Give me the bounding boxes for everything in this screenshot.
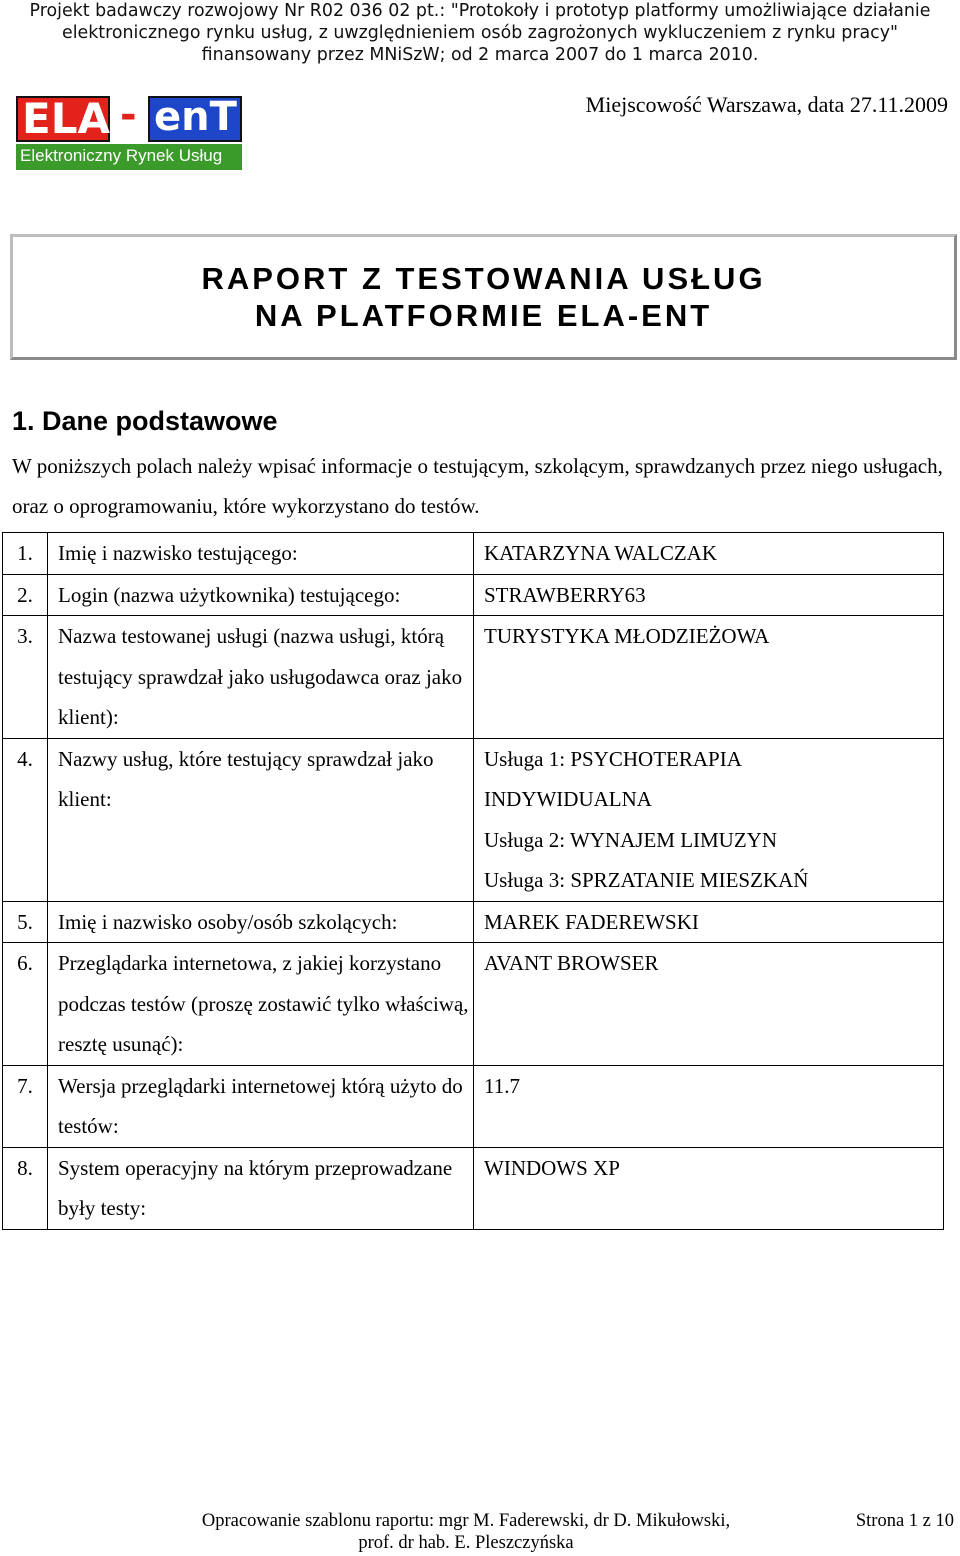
place-date: Miejscowość Warszawa, data 27.11.2009	[585, 92, 948, 117]
row-number: 2.	[3, 574, 48, 616]
project-header-line2: elektronicznego rynku usług, z uwzględnieniem osób zagrożonych wykluczeniem z rynku pracy"	[62, 23, 898, 43]
row-number: 4.	[3, 738, 48, 901]
row-label: Przeglądarka internetowa, z jakiej korzystano podczas testów (proszę zostawić tylko właściwą, resztę usunąć):	[48, 943, 474, 1066]
footer-credit	[186, 1510, 746, 1554]
row-label: Imię i nazwisko testującego:	[48, 533, 474, 575]
ela-ent-logo	[16, 92, 242, 172]
row-value	[474, 738, 944, 901]
logo-ent-text: enT	[154, 94, 237, 140]
row-value-line: AVANT BROWSER	[484, 951, 659, 975]
row-value-line: 11.7	[484, 1073, 520, 1098]
row-number: 5.	[3, 901, 48, 943]
row-value	[474, 943, 944, 1066]
report-title-box	[10, 234, 957, 360]
table-row	[3, 616, 944, 739]
table-row	[3, 738, 944, 901]
footer-credit-line2: prof. dr hab. E. Pleszczyńska	[358, 1533, 574, 1553]
logo-ent-block	[148, 96, 242, 142]
row-value	[474, 574, 944, 616]
row-value-line: Usługa 1: PSYCHOTERAPIA	[484, 746, 742, 771]
row-value	[474, 616, 944, 739]
report-title-line2: NA PLATFORMIE ELA-ENT	[254, 298, 713, 333]
table-row	[3, 1065, 944, 1147]
row-number: 8.	[3, 1147, 48, 1229]
footer-credit-line1: Opracowanie szablonu raportu: mgr M. Faderewski, dr D. Mikułowski,	[201, 1511, 731, 1531]
row-value-line: STRAWBERRY63	[484, 582, 646, 607]
row-value-line: INDYWIDUALNA	[484, 787, 652, 811]
row-number: 7.	[3, 1065, 48, 1147]
project-header-line1: Projekt badawczy rozwojowy Nr R02 036 02 pt.: "Protokoły i prototyp platformy umożliwiające działanie	[29, 1, 931, 21]
project-header	[0, 0, 960, 66]
row-value-line: KATARZYNA WALCZAK	[484, 541, 718, 565]
table-row	[3, 574, 944, 616]
report-title-line1: RAPORT Z TESTOWANIA USŁUG	[201, 261, 766, 296]
row-number: 3.	[3, 616, 48, 739]
row-label: System operacyjny na którym przeprowadzane były testy:	[48, 1147, 474, 1229]
row-value	[474, 1147, 944, 1229]
row-value-line: TURYSTYKA MŁODZIEŻOWA	[484, 624, 770, 648]
table-row	[3, 901, 944, 943]
logo-tagline: Elektroniczny Rynek Usług	[20, 146, 223, 165]
row-value	[474, 533, 944, 575]
project-header-line3: finansowany przez MNiSzW; od 2 marca 2007 do 1 marca 2010.	[201, 45, 759, 65]
logo-dash: -	[120, 92, 137, 138]
row-value-line: Usługa 3: SPRZATANIE MIESZKAŃ	[484, 868, 809, 892]
row-value	[474, 1065, 944, 1147]
basic-data-table	[2, 532, 944, 1230]
row-value-line: WINDOWS XP	[484, 1155, 620, 1180]
logo-tagline-bar	[16, 144, 242, 170]
table-row	[3, 533, 944, 575]
row-value-line: Usługa 2: WYNAJEM LIMUZYN	[484, 827, 778, 852]
row-label: Imię i nazwisko osoby/osób szkolących:	[48, 901, 474, 943]
logo-ela-text: ELA	[22, 94, 110, 143]
table-row	[3, 943, 944, 1066]
logo-ela-block	[16, 96, 110, 142]
section-heading: 1. Dane podstawowe	[12, 406, 278, 436]
row-label: Nazwa testowanej usługi (nazwa usługi, którą testujący sprawdzał jako usługodawca oraz jako klient):	[48, 616, 474, 739]
page-number: Strona 1 z 10	[855, 1511, 954, 1531]
table-row	[3, 1147, 944, 1229]
row-label: Wersja przeglądarki internetowej którą użyto do testów:	[48, 1065, 474, 1147]
row-number: 1.	[3, 533, 48, 575]
section-intro: W poniższych polach należy wpisać informacje o testującym, szkolącym, sprawdzanych przez niego usługach, oraz o oprogramowaniu, które wykorzystano do testów.	[12, 454, 943, 518]
row-value-line: MAREK FADEREWSKI	[484, 909, 699, 934]
row-label: Login (nazwa użytkownika) testującego:	[48, 574, 474, 616]
row-label: Nazwy usług, które testujący sprawdzał jako klient:	[48, 738, 474, 901]
row-number: 6.	[3, 943, 48, 1066]
row-value	[474, 901, 944, 943]
